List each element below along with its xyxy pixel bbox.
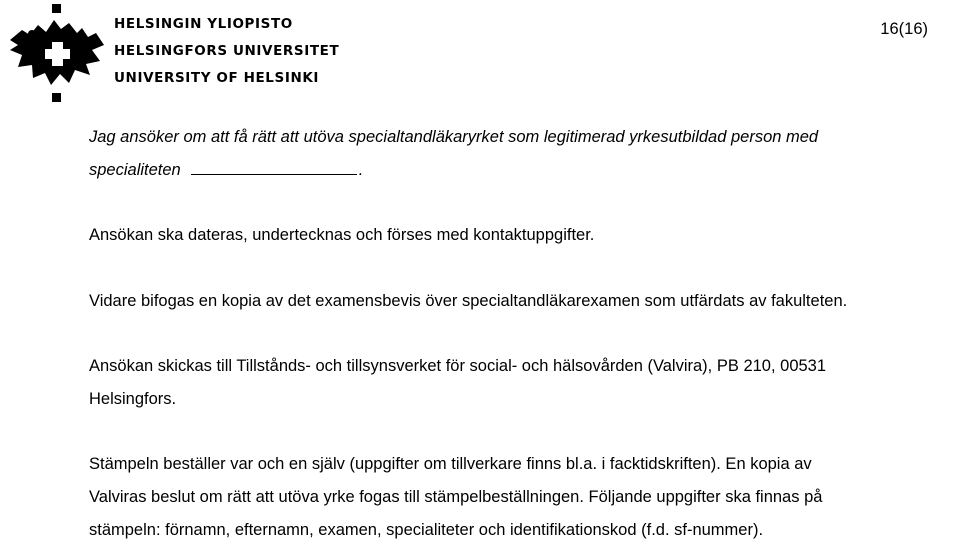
specialty-blank-field <box>191 154 357 175</box>
university-name-en: UNIVERSITY OF HELSINKI <box>114 70 320 86</box>
sending-instruction <box>89 350 949 416</box>
sending-line-2: Helsingfors. <box>89 390 177 408</box>
page-number: 16(16) <box>880 20 928 38</box>
university-name-fi: HELSINGIN YLIOPISTO <box>114 16 293 32</box>
stamp-instruction <box>89 448 949 547</box>
application-line-2 <box>89 154 949 187</box>
university-names <box>114 14 339 95</box>
specialty-label: specialiteten <box>89 161 181 179</box>
sending-line-1: Ansökan skickas till Tillstånds- och tillsynsverket för social- och hälsovården (Valvira), PB 210, 00531 <box>89 357 827 375</box>
dating-instruction: Ansökan ska dateras, undertecknas och förses med kontaktuppgifter. <box>89 226 595 244</box>
attachment-instruction: Vidare bifogas en kopia av det examensbevis över specialtandläkarexamen som utfärdats av fakulteten. <box>89 292 848 310</box>
stamp-line-1: Stämpeln beställer var och en själv (uppgifter om tillverkare finns bl.a. i facktidskriften). En kopia av <box>89 455 812 473</box>
application-line-end: . <box>358 161 364 179</box>
helsinki-university-logo-icon <box>8 4 108 104</box>
application-statement <box>89 121 949 187</box>
stamp-line-3: stämpeln: förnamn, efternamn, examen, specialiteter och identifikationskod (f.d. sf-nummer). <box>89 521 764 539</box>
university-name-sv: HELSINGFORS UNIVERSITET <box>114 43 340 59</box>
stamp-line-2: Valviras beslut om rätt att utöva yrke fogas till stämpelbeställningen. Följande uppgifter ska finnas på <box>89 488 823 506</box>
application-line-1: Jag ansöker om att få rätt att utöva specialtandläkaryrket som legitimerad yrkesutbildad person med <box>89 128 819 146</box>
